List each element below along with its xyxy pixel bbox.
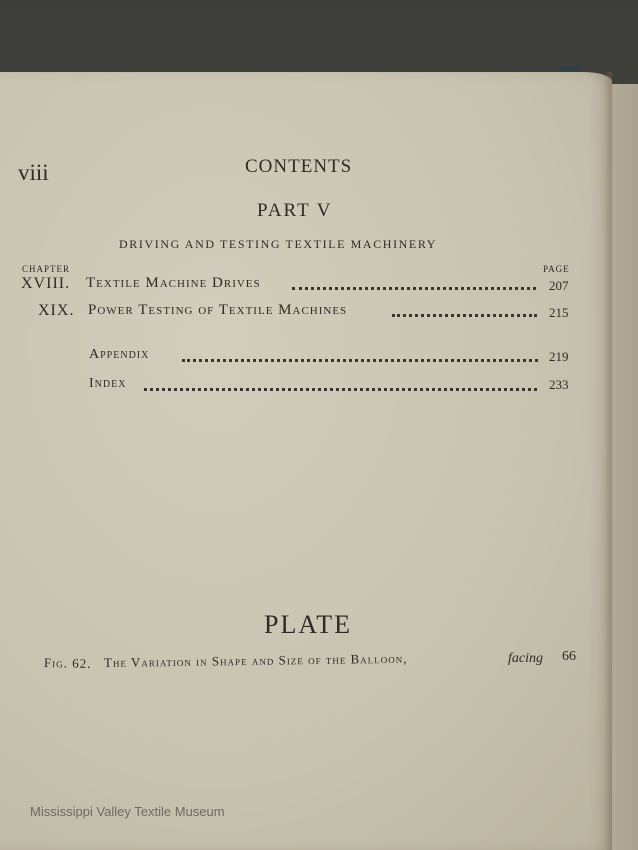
- chapter-column-header: CHAPTER: [22, 264, 71, 274]
- index-title: Index: [89, 376, 127, 391]
- part-subtitle: DRIVING AND TESTING TEXTILE MACHINERY: [119, 237, 438, 251]
- page-ref: 207: [549, 278, 569, 293]
- page-ref: 215: [549, 305, 569, 320]
- part-title: PART V: [257, 200, 333, 221]
- page-number: viii: [18, 160, 49, 185]
- fig-label: Fig. 62.: [43, 655, 92, 671]
- watermark-text: Mississippi Valley Textile Museum: [30, 804, 225, 819]
- plate-caption: The Variation in Shape and Size of the Balloon,: [103, 650, 408, 670]
- plate-facing: facing: [508, 651, 543, 666]
- dot-leader: [144, 387, 537, 391]
- dot-leader: [392, 313, 537, 317]
- dot-leader: [182, 358, 538, 362]
- running-head: CONTENTS: [245, 156, 353, 177]
- chapter-title: Power Testing of Textile Machines: [88, 302, 348, 318]
- appendix-title: Appendix: [89, 347, 150, 362]
- book-page: [0, 72, 612, 850]
- plate-heading: PLATE: [264, 610, 352, 639]
- chapter-label: XIX.: [38, 302, 75, 319]
- page-ref: 219: [549, 349, 569, 364]
- chapter-title: Textile Machine Drives: [86, 275, 261, 291]
- page-ref: 233: [549, 377, 569, 392]
- plate-page-ref: 66: [562, 649, 576, 664]
- dot-leader: [292, 286, 536, 290]
- page-column-header: PAGE: [543, 264, 570, 274]
- chapter-label: XVIII.: [21, 275, 71, 292]
